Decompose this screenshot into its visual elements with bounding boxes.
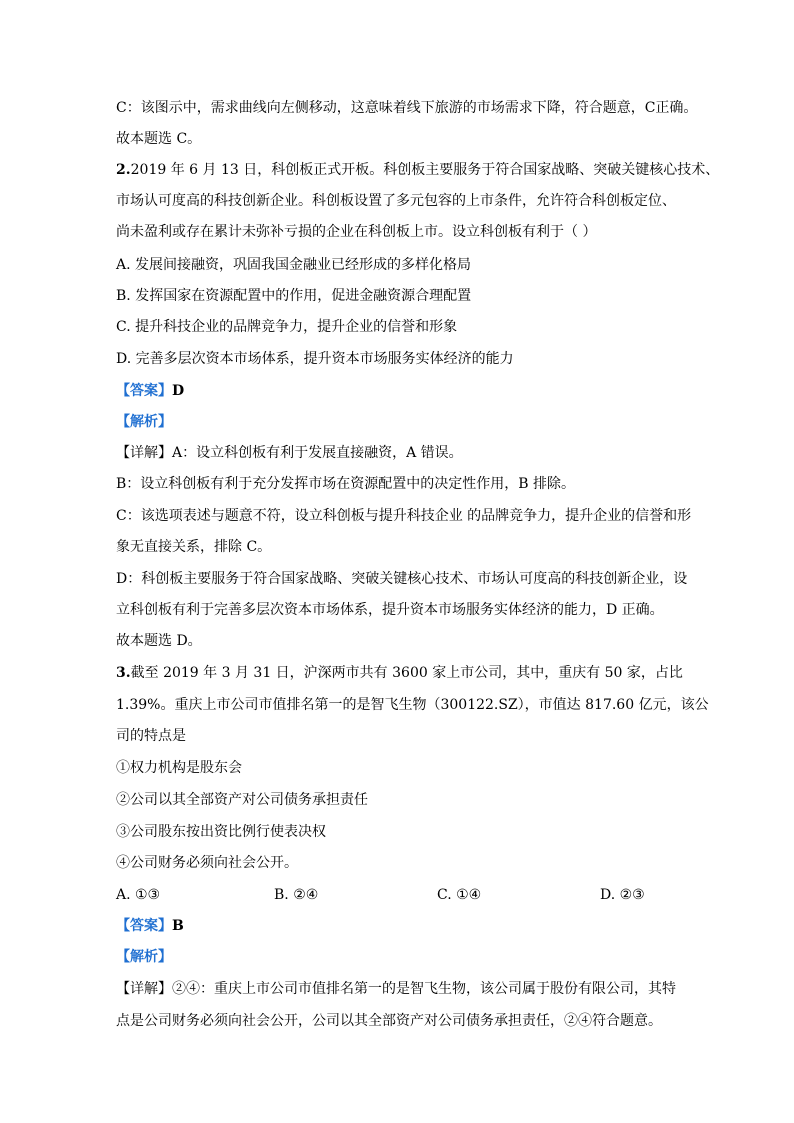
detail-tag: 【详解】 — [116, 981, 172, 997]
option-c — [116, 317, 457, 337]
line-text: B：设立科创板有利于充分发挥市场在资源配置中的决定性作用，B 排除。 — [116, 476, 576, 492]
question-number: 3. — [116, 665, 131, 681]
line-text: D：科创板主要服务于符合国家战略、突破关键核心技术、市场认可度高的科技创新企业，设 — [116, 571, 688, 587]
statement-3 — [116, 822, 326, 842]
option-d: D. ②③ — [600, 887, 645, 903]
statement-2 — [116, 790, 368, 810]
detail-line — [116, 443, 463, 463]
text-line — [116, 98, 697, 118]
text-line — [116, 191, 676, 211]
line-text: 2019 年 6 月 13 日，科创板正式开板。科创板主要服务于符合国家战略、突破关键核心技术、 — [130, 162, 720, 178]
line-text: 截至 2019 年 3 月 31 日，沪深两市共有 3600 家上市公司，其中，重庆有 50 家，占比 — [130, 665, 683, 681]
statement-4 — [116, 853, 298, 873]
text-line — [116, 129, 201, 149]
text-line — [116, 506, 691, 526]
text-line — [116, 631, 202, 651]
text-line — [116, 600, 664, 620]
answer-tag: 【答案】 — [116, 383, 172, 399]
option-b: B. ②④ — [274, 887, 319, 903]
line-text: 象无直接关系，排除 C。 — [116, 539, 272, 555]
line-text: ④公司财务必须向社会公开。 — [116, 855, 298, 871]
answer-tag: 【答案】 — [116, 918, 172, 934]
question-number: 2. — [116, 162, 131, 178]
line-text: ③公司股东按出资比例行使表决权 — [116, 824, 326, 840]
line-text: A. 发展间接融资，巩固我国金融业已经形成的多样化格局 — [116, 257, 472, 273]
detail-line — [116, 979, 676, 999]
answer-line — [116, 916, 184, 936]
line-text: D. 完善多层次资本市场体系，提升资本市场服务实体经济的能力 — [116, 351, 514, 367]
answer-value: B — [172, 918, 184, 934]
line-text: 市场认可度高的科技创新企业。科创板设置了多元包容的上市条件，允许符合科创板定位、 — [116, 193, 676, 209]
answer-value: D — [172, 383, 185, 399]
text-line — [116, 726, 186, 746]
text-line — [116, 474, 575, 494]
line-text: ①权力机构是股东会 — [116, 760, 242, 776]
line-text: 尚未盈利或存在累计未弥补亏损的企业在科创板上市。设立科创板有利于（ ） — [116, 224, 597, 240]
line-text: 司的特点是 — [116, 728, 186, 744]
text-line — [116, 537, 271, 557]
line-text: B. 发挥国家在资源配置中的作用，促进金融资源合理配置 — [116, 288, 472, 304]
statement-1 — [116, 758, 242, 778]
line-text: 故本题选 D。 — [116, 633, 202, 649]
line-text: 点是公司财务必须向社会公开，公司以其全部资产对公司债务承担责任，②④符合题意。 — [116, 1013, 662, 1029]
line-text: C：该选项表述与题意不符，设立科创板与提升科技企业 的品牌竞争力，提升企业的信誉和形 — [116, 508, 692, 524]
option-a — [116, 255, 471, 275]
option-c: C. ①④ — [437, 887, 482, 903]
analysis-line — [116, 412, 172, 432]
question-3-stem — [116, 663, 683, 683]
option-d — [116, 349, 514, 369]
analysis-line — [116, 947, 172, 967]
line-text: A：设立科创板有利于发展直接融资，A 错误。 — [172, 445, 463, 461]
line-text: 1.39%。重庆上市公司市值排名第一的是智飞生物（300122.SZ），市值达 817.60 亿元，该公 — [116, 697, 709, 713]
text-line — [116, 569, 687, 589]
detail-tag: 【详解】 — [116, 445, 172, 461]
line-text: C：该图示中，需求曲线向左侧移动，这意味着线下旅游的市场需求下降，符合题意，C正确。 — [116, 100, 698, 116]
question-2-stem — [116, 160, 719, 180]
line-text: 立科创板有利于完善多层次资本市场体系，提升资本市场服务实体经济的能力，D 正确。 — [116, 602, 664, 618]
line-text: ②④：重庆上市公司市值排名第一的是智飞生物，该公司属于股份有限公司，其特 — [172, 981, 676, 997]
options-row — [116, 885, 686, 905]
text-line — [116, 222, 596, 242]
analysis-tag: 【解析】 — [116, 414, 172, 430]
line-text: C. 提升科技企业的品牌竞争力，提升企业的信誉和形象 — [116, 319, 458, 335]
analysis-tag: 【解析】 — [116, 949, 172, 965]
line-text: ②公司以其全部资产对公司债务承担责任 — [116, 792, 368, 808]
answer-line — [116, 381, 184, 401]
line-text: 故本题选 C。 — [116, 131, 202, 147]
text-line — [116, 1011, 662, 1031]
option-a: A. ①③ — [116, 887, 161, 903]
text-line — [116, 695, 709, 715]
option-b — [116, 286, 471, 306]
